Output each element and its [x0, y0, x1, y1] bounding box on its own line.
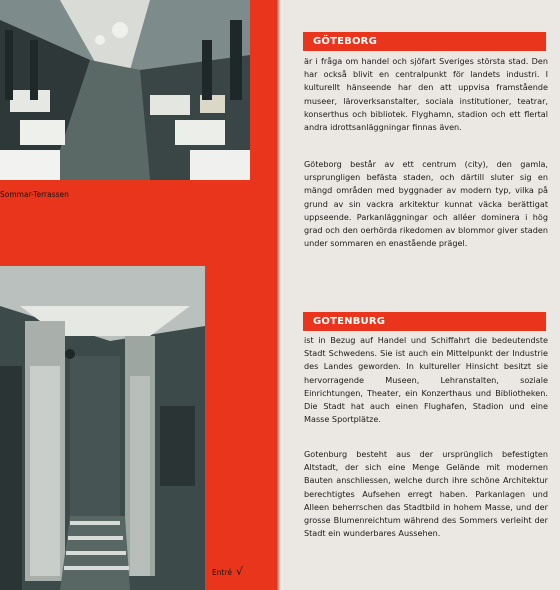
left-page	[0, 0, 277, 590]
right-page	[283, 0, 560, 590]
heading-goteborg: GÖTEBORG	[303, 32, 546, 51]
heading-gotenburg: GOTENBURG	[303, 312, 546, 331]
sommar-terrassen-photo	[0, 0, 250, 180]
swedish-paragraph-1: är i fråga om handel och sjöfart Sveriges största stad. Den har också blivit en centralpunkt för landets industri. I kulturellt hänseende har den att uppvisa framstående museer, läroverksanstalter, sociala institutioner, teatrar, konserthus och bibliotek. Flyghamn, stadion och ett flertal andra idrottsanläggningar finnas även.	[304, 56, 548, 133]
entre-photo	[0, 266, 205, 590]
german-paragraph-2: Gotenburg besteht aus der ursprünglich befestigten Altstadt, der sich eine Menge Gelände mit modernen Bauten anschliessen, welche durch ihre schöne Architektur berechtigtes Aufsehen erregt haben. Parkanlagen und Alleen beherrschen das Stadtbild in hohem Masse, und der grosse Blumenreichtum während des Sommers verleiht der Stadt ein wunderbares Aussehen.	[304, 449, 548, 539]
checkmark-icon: √	[235, 565, 243, 578]
caption-entre-text: Entré	[212, 568, 232, 577]
german-paragraph-1: ist in Bezug auf Handel und Schiffahrt die bedeutendste Stadt Schwedens. Sie ist auch ein Mittelpunkt der Industrie des Landes geworden. In kultureller Hinsicht besitzt sie hervorragende Museen, Lehranstalten, soziale Einrichtungen, Theater, ein Konzerthaus und Bibliotheken. Die Stadt hat auch einen Flughafen, Stadion und eine Masse Sportplätze.	[304, 335, 548, 425]
swedish-paragraph-2: Göteborg består av ett centrum (city), den gamla, ursprungligen befästa staden, och därtill sluter sig en mängd områden med byggnader av modern typ, vilka på grund av sin vackra arkitektur kunnat väcka berättigat uppseende. Parkanläggningar och alléer dominera i hög grad och den oerhörda rikedomen av blommor giver staden under sommaren en enastående prägel.	[304, 159, 548, 249]
caption-entre	[212, 565, 243, 578]
caption-sommar-terrassen: Sommar-Terrassen	[0, 190, 69, 199]
